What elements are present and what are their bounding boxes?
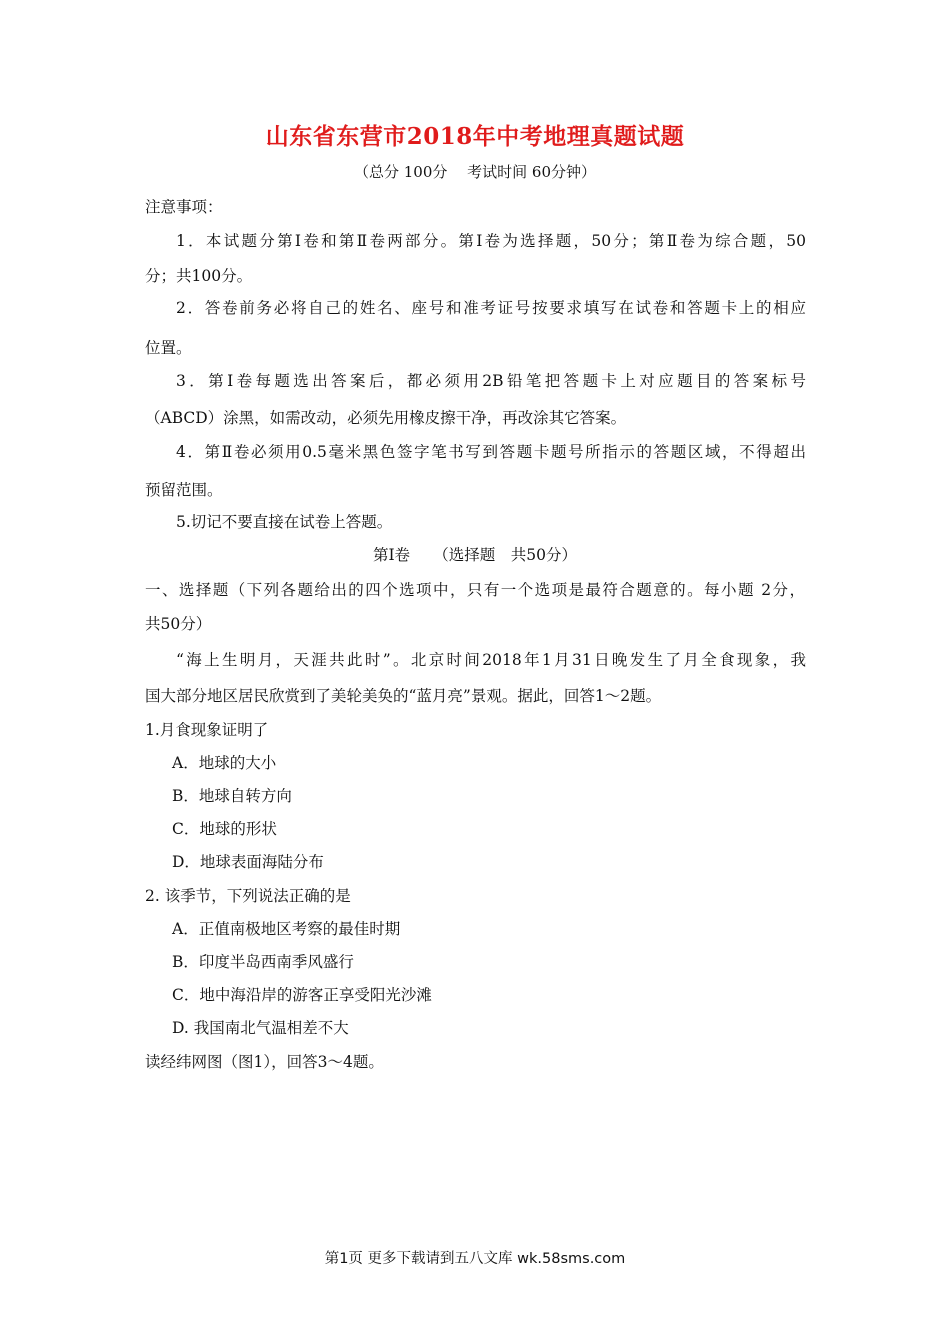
exam-info: （总分 100分 考试时间 60分钟） xyxy=(353,163,597,181)
question-stem: 1.月食现象证明了 xyxy=(145,721,269,739)
reading-passage: “海上生明月，天涯共此时”。北京时间2018年1月31日晚发生了月全食现象，我 xyxy=(176,651,806,669)
notice-item-4-cont: 预留范围。 xyxy=(145,481,223,499)
notice-item-2-cont: 位置。 xyxy=(145,339,192,357)
section-heading: 第Ⅰ卷 （选择题 共50分） xyxy=(372,546,578,564)
question-option: C．地中海沿岸的游客正享受阳光沙滩 xyxy=(172,986,432,1004)
question-option: B．印度半岛西南季风盛行 xyxy=(172,953,354,971)
question-option: D．地球表面海陆分布 xyxy=(172,853,324,871)
section-instructions: 一、选择题（下列各题给出的四个选项中，只有一个选项是最符合题意的。每小题 2分， xyxy=(145,581,805,599)
question-option: A．正值南极地区考察的最佳时期 xyxy=(172,920,401,938)
notice-item-1-cont: 分；共100分。 xyxy=(145,267,253,285)
figure-prompt: 读经纬网图（图1），回答3～4题。 xyxy=(145,1053,384,1071)
question-stem: 2. 该季节，下列说法正确的是 xyxy=(145,887,351,905)
section-instructions-cont: 共50分） xyxy=(145,615,212,633)
notice-item-4: 4．第Ⅱ卷必须用0.5毫米黑色签字笔书写到答题卡题号所指示的答题区域，不得超出 xyxy=(176,443,806,461)
notice-item-5: 5.切记不要直接在试卷上答题。 xyxy=(176,513,393,531)
question-option: D. 我国南北气温相差不大 xyxy=(172,1019,349,1037)
notice-item-3: 3．第Ⅰ卷每题选出答案后，都必须用2B铅笔把答题卡上对应题目的答案标号 xyxy=(176,372,806,390)
reading-passage-cont: 国大部分地区居民欣赏到了美轮美奂的“蓝月亮”景观。据此，回答1～2题。 xyxy=(145,687,662,705)
page-title: 山东省东营市2018年中考地理真题试题 xyxy=(265,123,685,150)
notice-item-1: 1．本试题分第Ⅰ卷和第Ⅱ卷两部分。第Ⅰ卷为选择题，50分；第Ⅱ卷为综合题，50 xyxy=(176,232,806,250)
notice-heading: 注意事项： xyxy=(145,198,223,216)
question-option: B．地球自转方向 xyxy=(172,787,292,805)
notice-item-3-cont: （ABCD）涂黑，如需改动，必须先用橡皮擦干净，再改涂其它答案。 xyxy=(145,409,627,427)
page-footer: 第1页 更多下载请到五八文库 wk.58sms.com xyxy=(324,1251,626,1267)
notice-item-2: 2．答卷前务必将自己的姓名、座号和准考证号按要求填写在试卷和答题卡上的相应 xyxy=(176,299,806,317)
question-option: A．地球的大小 xyxy=(172,754,277,772)
question-option: C．地球的形状 xyxy=(172,820,277,838)
